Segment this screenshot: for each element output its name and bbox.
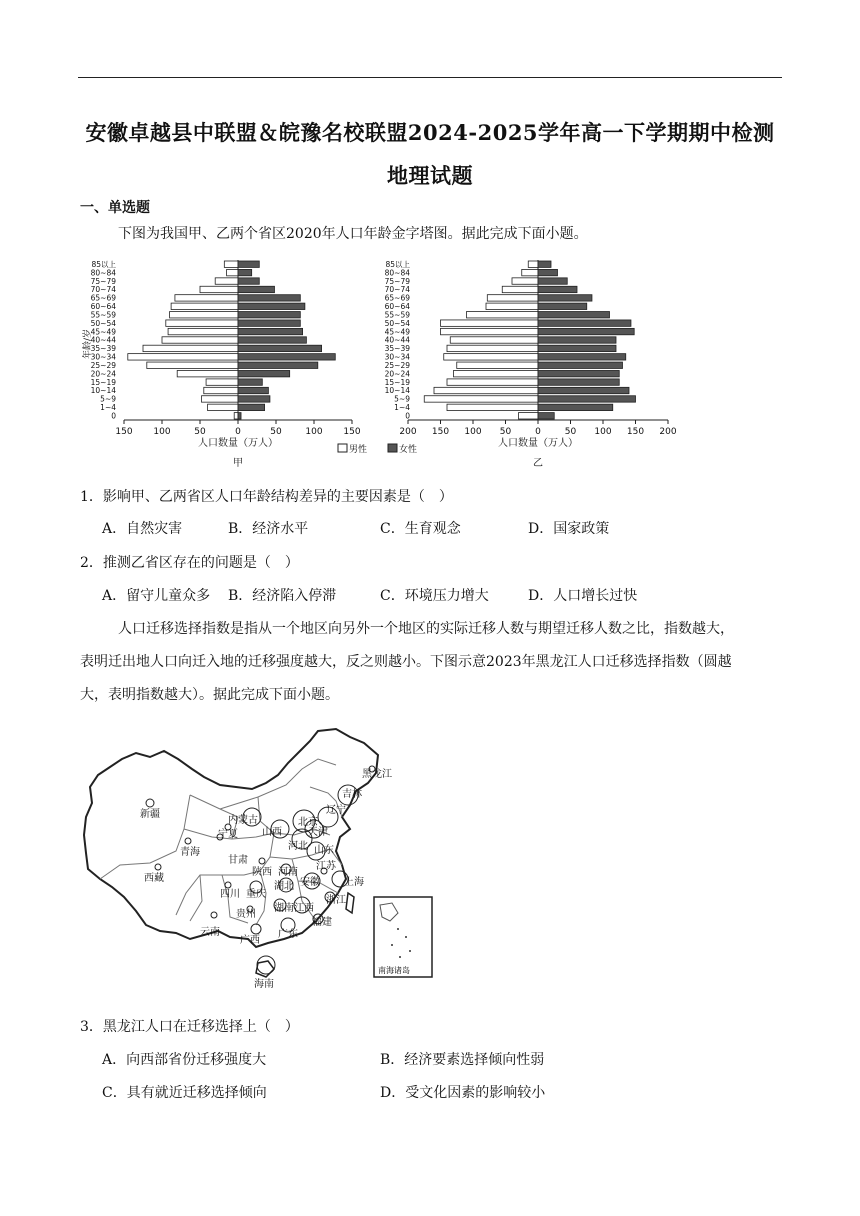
label-xinjiang: 新疆: [140, 809, 160, 820]
label-guizhou: 贵州: [236, 909, 256, 920]
x-tick-label-0-6: 150: [343, 427, 361, 437]
intro-paragraph-1: 下图为我国甲、乙两个省区2020年人口年龄金字塔图。据此完成下面小题。: [118, 226, 588, 242]
bar-female-0-12: [238, 312, 300, 318]
question-3-option-d[interactable]: D．受文化因素的影响较小: [380, 1085, 546, 1101]
label-chongqing: 重庆: [246, 889, 266, 900]
age-label-1-2: 5~9: [394, 394, 410, 404]
label-tianjin: 天津: [308, 827, 328, 838]
bar-female-1-3: [538, 387, 629, 393]
chart-name-0: 甲: [233, 458, 243, 469]
age-label-0-10: 45~49: [90, 327, 116, 337]
bar-female-0-6: [238, 362, 318, 368]
age-label-0-0: 0: [111, 411, 116, 421]
bar-female-1-6: [538, 362, 623, 368]
label-liaoning: 辽宁: [326, 805, 346, 816]
x-axis-title-1: 人口数量（万人）: [498, 438, 578, 449]
bar-male-1-11: [441, 320, 539, 326]
legend-female-swatch: [388, 444, 397, 452]
age-label-0-8: 35~39: [90, 344, 116, 354]
intro-paragraph-2-line-3: 大，表明指数越大）。据此完成下面小题。: [80, 687, 339, 703]
bar-female-1-8: [538, 345, 616, 351]
label-beijing: 北京: [298, 817, 318, 828]
x-tick-label-1-3: 50: [499, 427, 512, 437]
age-label-0-11: 50~54: [90, 318, 116, 328]
inset-label: 南海诸岛: [378, 966, 410, 975]
age-label-1-10: 45~49: [384, 327, 410, 337]
label-hainan: 海南: [254, 979, 274, 990]
x-tick-label-0-5: 100: [305, 427, 323, 437]
age-label-0-7: 30~34: [90, 352, 116, 362]
x-tick-label-1-7: 150: [626, 427, 645, 437]
question-1-option-d[interactable]: D．国家政策: [528, 521, 610, 537]
age-label-0-17: 80~84: [90, 268, 116, 278]
age-label-0-18: 85以上: [91, 259, 116, 269]
circle-hainan: [257, 956, 275, 974]
bar-female-1-10: [538, 328, 634, 334]
bar-male-0-5: [177, 370, 238, 376]
bar-male-0-7: [128, 354, 238, 360]
bar-female-1-18: [538, 261, 551, 267]
x-tick-label-1-4: 0: [535, 427, 541, 437]
x-tick-label-1-2: 100: [464, 427, 482, 437]
label-jiangsu: 江苏: [316, 861, 336, 872]
bar-female-1-13: [538, 303, 587, 309]
bar-male-1-16: [512, 278, 538, 284]
legend-male-label: 男性: [349, 445, 368, 455]
bar-male-0-3: [204, 387, 238, 393]
age-label-1-17: 80~84: [384, 268, 410, 278]
circle-shaanxi: [259, 858, 265, 864]
bar-male-0-11: [166, 320, 238, 326]
bar-female-0-2: [238, 396, 270, 402]
circle-xinjiang: [146, 799, 154, 807]
bar-male-0-12: [170, 312, 238, 318]
bar-male-0-10: [168, 328, 238, 334]
bar-male-0-1: [208, 404, 238, 410]
x-tick-label-0-2: 50: [194, 427, 206, 437]
label-xizang: 西藏: [144, 873, 164, 884]
population-pyramids: [80, 254, 690, 469]
bar-male-1-15: [502, 286, 538, 292]
bar-female-1-4: [538, 379, 619, 385]
age-label-1-18: 85以上: [385, 259, 410, 269]
bar-male-1-1: [447, 404, 538, 410]
bar-male-1-4: [447, 379, 538, 385]
bar-female-0-10: [238, 328, 303, 334]
bar-male-1-0: [519, 413, 539, 419]
bar-male-1-10: [441, 328, 539, 334]
label-fujian: 福建: [312, 917, 332, 928]
bar-male-1-9: [450, 337, 538, 343]
page-title: 安徽卓越县中联盟＆皖豫名校联盟2024-2025学年高一下学期期中检测: [85, 120, 775, 145]
question-2-option-c[interactable]: C．环境压力增大: [380, 588, 489, 604]
bar-female-0-8: [238, 345, 322, 351]
label-yunnan: 云南: [200, 927, 220, 938]
label-hubei: 湖北: [274, 881, 294, 892]
hainan-island: [256, 961, 274, 977]
age-label-0-5: 20~24: [90, 369, 116, 379]
question-2-option-b[interactable]: B．经济陷入停滞: [228, 588, 337, 604]
bar-male-1-17: [522, 269, 538, 275]
bar-male-1-2: [424, 396, 538, 402]
bar-female-1-5: [538, 370, 619, 376]
age-label-0-6: 25~29: [90, 360, 116, 370]
bar-male-0-4: [206, 379, 238, 385]
bar-female-1-2: [538, 396, 636, 402]
circle-sichuan: [225, 882, 231, 888]
legend-female-label: 女性: [399, 445, 418, 455]
question-3-option-c[interactable]: C．具有就近迁移选择倾向: [102, 1085, 267, 1101]
bar-female-0-14: [238, 295, 300, 301]
label-hebei: 河北: [288, 841, 308, 852]
age-label-0-9: 40~44: [90, 335, 116, 345]
age-label-1-1: 1~4: [394, 403, 410, 413]
label-sichuan: 四川: [220, 889, 240, 900]
bar-male-1-14: [487, 295, 538, 301]
south-china-sea-inset: [374, 897, 432, 977]
question-2-option-a[interactable]: A．留守儿童众多: [102, 588, 211, 604]
bar-male-1-6: [457, 362, 538, 368]
circle-yunnan: [211, 912, 217, 918]
x-axis-title-0: 人口数量（万人）: [198, 438, 278, 449]
bar-female-1-14: [538, 295, 592, 301]
circle-xizang: [155, 864, 161, 870]
age-label-0-4: 15~19: [90, 377, 116, 387]
age-label-0-3: 10~14: [90, 386, 116, 396]
intro-paragraph-2-line-2: 表明迁出地人口向迁入地的迁移强度越大，反之则越小。下图示意2023年黑龙江人口迁移选择指数（圆越: [80, 654, 732, 670]
x-tick-label-1-5: 50: [564, 427, 577, 437]
label-shanxi: 山西: [262, 827, 282, 838]
bar-female-0-17: [238, 269, 252, 275]
bar-female-1-9: [538, 337, 616, 343]
x-tick-label-0-4: 50: [270, 427, 282, 437]
label-shaanxi: 陕西: [252, 867, 272, 878]
label-jilin: 吉林: [342, 789, 362, 800]
bar-female-1-7: [538, 354, 626, 360]
chart-name-1: 乙: [533, 458, 543, 469]
age-label-1-16: 75~79: [384, 276, 410, 286]
question-3-option-b[interactable]: B．经济要素选择倾向性弱: [380, 1052, 545, 1068]
top-rule: [78, 77, 782, 78]
age-label-1-13: 60~64: [384, 302, 410, 312]
label-hunan: 湖南: [274, 903, 294, 914]
bar-female-0-7: [238, 354, 335, 360]
bar-male-1-18: [528, 261, 538, 267]
bar-male-1-8: [447, 345, 538, 351]
bar-female-0-1: [238, 404, 265, 410]
question-1-option-b[interactable]: B．经济水平: [228, 521, 309, 537]
age-label-0-14: 65~69: [90, 293, 116, 303]
page-subtitle: 地理试题: [387, 163, 473, 188]
taiwan-island: [346, 893, 354, 913]
bar-male-0-13: [171, 303, 238, 309]
age-label-1-0: 0: [405, 411, 410, 421]
question-2-stem: 2．推测乙省区存在的问题是（ ）: [80, 555, 299, 571]
age-label-1-14: 65~69: [384, 293, 410, 303]
age-label-1-5: 20~24: [384, 369, 410, 379]
bar-male-1-13: [486, 303, 538, 309]
bar-male-0-14: [175, 295, 238, 301]
bar-female-1-15: [538, 286, 577, 292]
bar-female-0-11: [238, 320, 300, 326]
bar-female-1-16: [538, 278, 567, 284]
bar-male-0-17: [227, 269, 238, 275]
question-3-stem: 3．黑龙江人口在迁移选择上（ ）: [80, 1019, 299, 1035]
circle-qinghai: [185, 838, 191, 844]
bar-female-0-18: [238, 261, 259, 267]
label-neimenggu: 内蒙古: [228, 815, 258, 826]
age-label-1-7: 30~34: [384, 352, 410, 362]
bar-male-0-0: [234, 413, 238, 419]
label-heilongjiang: 黑龙江: [362, 769, 392, 780]
age-label-0-16: 75~79: [90, 276, 116, 286]
label-shanghai: 上海: [344, 877, 364, 888]
age-label-0-13: 60~64: [90, 302, 116, 312]
question-1-stem: 1．影响甲、乙两省区人口年龄结构差异的主要因素是（ ）: [80, 489, 453, 505]
bar-female-0-5: [238, 370, 290, 376]
bar-male-0-8: [143, 345, 238, 351]
age-label-1-15: 70~74: [384, 285, 410, 295]
age-label-1-11: 50~54: [384, 318, 410, 328]
bar-female-0-16: [238, 278, 259, 284]
bar-female-0-13: [238, 303, 305, 309]
bar-female-1-12: [538, 312, 610, 318]
bar-male-0-15: [200, 286, 238, 292]
question-2-option-d[interactable]: D．人口增长过快: [528, 588, 638, 604]
y-axis-title-0: 年龄/岁: [83, 328, 93, 360]
circle-guangxi: [251, 924, 261, 934]
label-guangxi: 广西: [240, 935, 260, 946]
x-tick-label-1-8: 200: [659, 427, 677, 437]
bar-male-1-5: [454, 370, 539, 376]
bar-male-1-7: [444, 354, 538, 360]
question-1-option-a[interactable]: A．自然灾害: [102, 521, 183, 537]
label-ningxia: 宁夏: [218, 829, 238, 840]
age-label-1-3: 10~14: [384, 386, 410, 396]
age-label-0-1: 1~4: [100, 403, 116, 413]
question-3-option-a[interactable]: A．向西部省份迁移强度大: [102, 1052, 267, 1068]
bar-female-1-1: [538, 404, 613, 410]
bar-male-0-18: [224, 261, 238, 267]
age-label-1-8: 35~39: [384, 344, 410, 354]
age-label-1-12: 55~59: [384, 310, 410, 320]
label-anhui: 安徽: [300, 877, 320, 888]
question-1-option-c[interactable]: C．生育观念: [380, 521, 461, 537]
x-tick-label-0-1: 100: [153, 427, 171, 437]
age-label-0-2: 5~9: [100, 394, 116, 404]
age-label-0-12: 55~59: [90, 310, 116, 320]
age-label-1-4: 15~19: [384, 377, 410, 387]
x-tick-label-0-0: 150: [115, 427, 133, 437]
bar-female-0-4: [238, 379, 262, 385]
bar-female-1-17: [538, 269, 558, 275]
label-zhejiang: 浙江: [326, 895, 346, 906]
label-shandong: 山东: [314, 845, 334, 856]
x-tick-label-1-0: 200: [399, 427, 417, 437]
bar-male-0-9: [162, 337, 238, 343]
bar-female-1-0: [538, 413, 554, 419]
bar-female-0-15: [238, 286, 274, 292]
bar-male-0-6: [147, 362, 238, 368]
x-tick-label-1-1: 150: [431, 427, 450, 437]
bar-female-0-9: [238, 337, 306, 343]
legend-male-swatch: [338, 444, 347, 452]
label-jiangxi: 江西: [294, 903, 314, 914]
label-gansu: 甘肃: [228, 855, 248, 866]
age-label-0-15: 70~74: [90, 285, 116, 295]
label-guangdong: 广东: [278, 929, 298, 940]
age-label-1-9: 40~44: [384, 335, 410, 345]
label-henan: 河南: [278, 867, 298, 878]
bar-male-0-2: [202, 396, 238, 402]
label-qinghai: 青海: [180, 847, 200, 858]
china-migration-map: [80, 725, 440, 995]
age-label-1-6: 25~29: [384, 360, 410, 370]
bar-female-0-0: [238, 413, 241, 419]
section-heading: 一、单选题: [80, 200, 150, 216]
bar-male-1-3: [434, 387, 538, 393]
bar-female-1-11: [538, 320, 631, 326]
bar-male-0-16: [215, 278, 238, 284]
intro-paragraph-2-line-1: 人口迁移选择指数是指从一个地区向另外一个地区的实际迁移人数与期望迁移人数之比，指数越大，: [118, 621, 734, 637]
bar-male-1-12: [467, 312, 539, 318]
x-tick-label-0-3: 0: [235, 427, 241, 437]
x-tick-label-1-6: 100: [594, 427, 612, 437]
bar-female-0-3: [238, 387, 268, 393]
